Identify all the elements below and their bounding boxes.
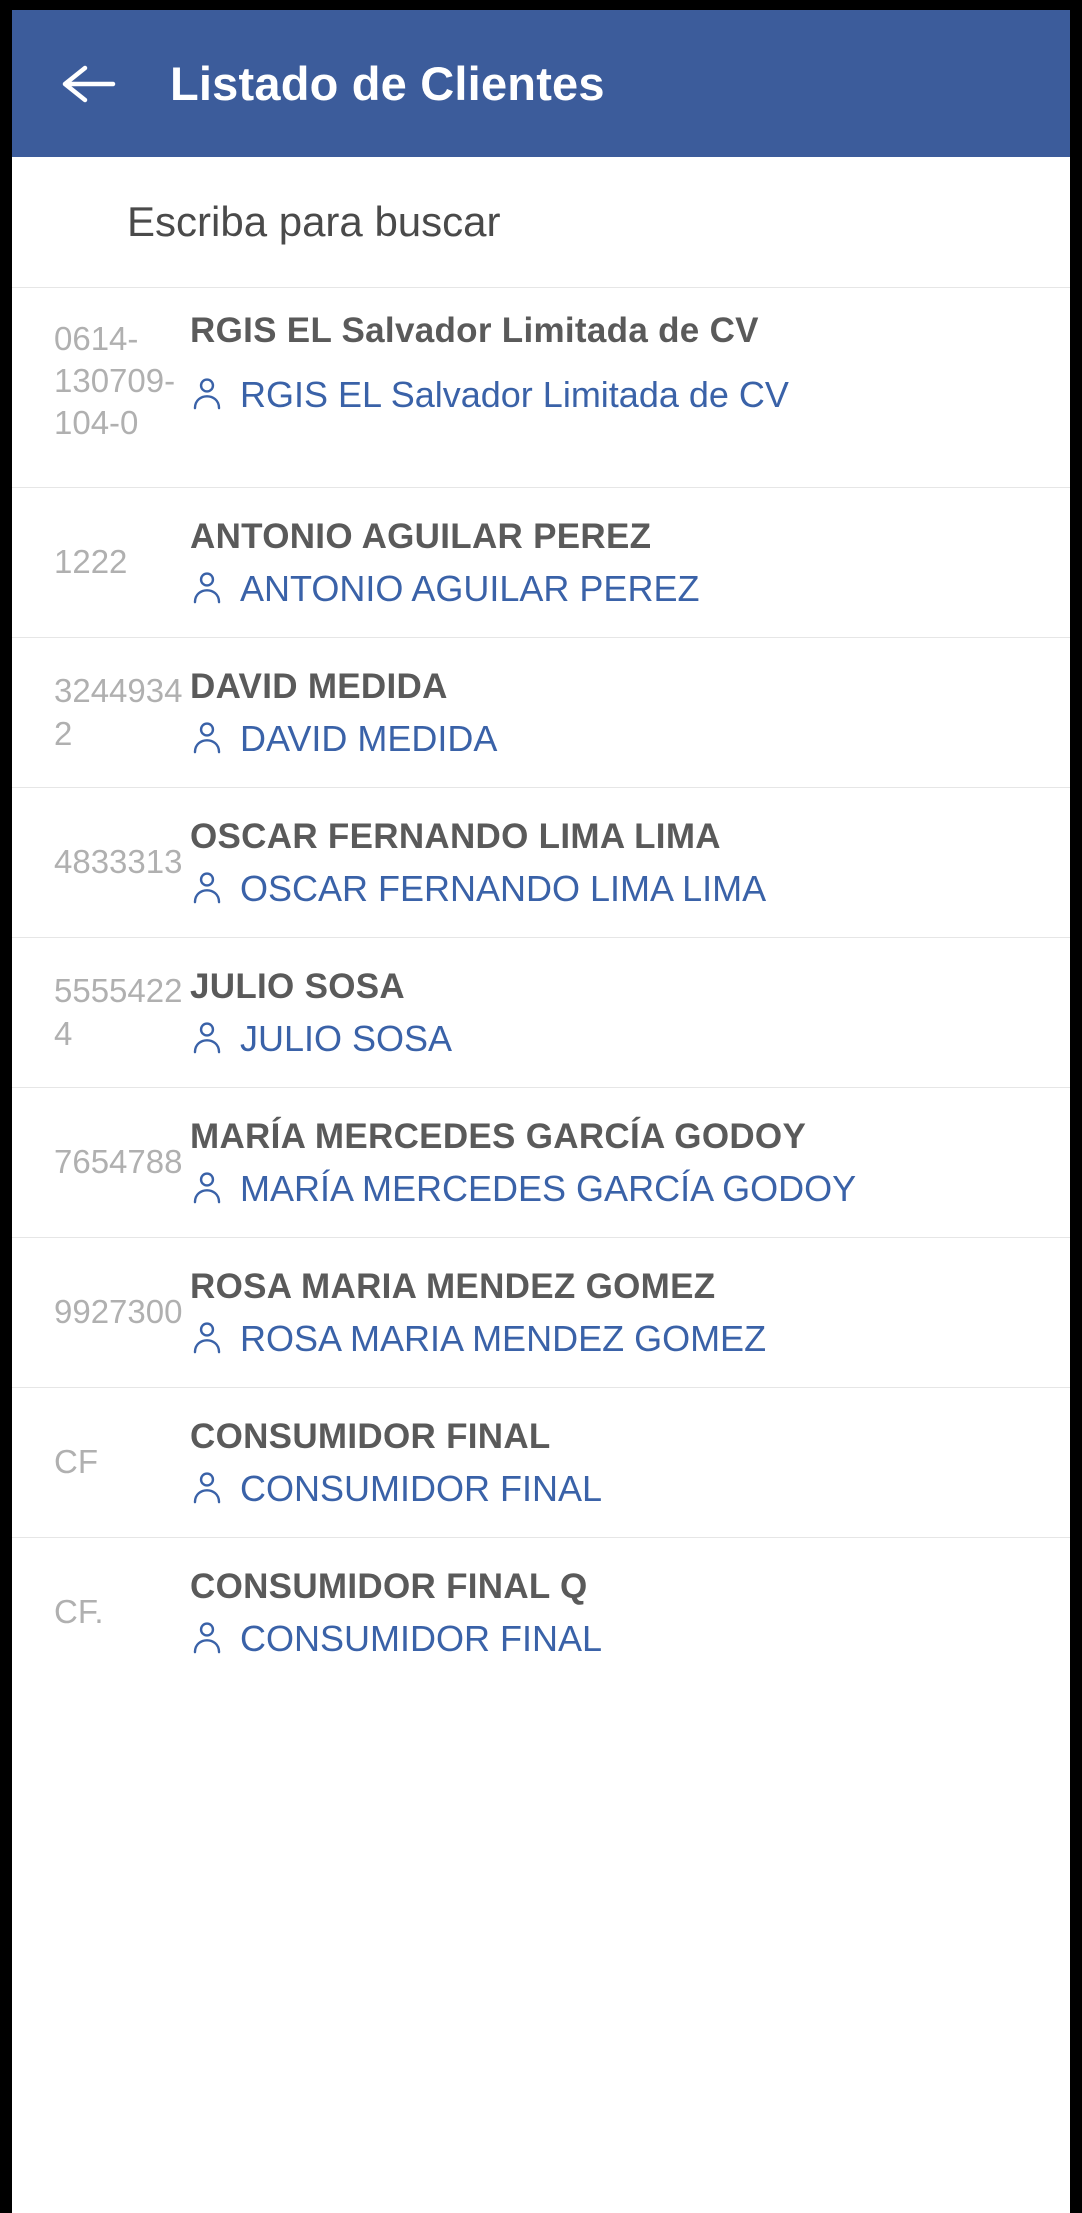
app-bar — [12, 10, 1070, 157]
back-button[interactable] — [54, 49, 124, 119]
client-code: 0614-130709-104-0 — [54, 320, 176, 442]
client-code: 4833313 — [54, 843, 183, 881]
client-contact — [190, 1166, 1050, 1211]
client-contact-name: OSCAR FERNANDO LIMA LIMA — [240, 867, 767, 909]
client-name: CONSUMIDOR FINAL — [190, 1417, 551, 1457]
client-contact — [190, 1016, 1050, 1061]
client-name: ROSA MARIA MENDEZ GOMEZ — [190, 1267, 716, 1307]
client-code: 1222 — [54, 543, 128, 581]
client-contact — [190, 866, 1050, 911]
client-code: 55554224 — [54, 972, 183, 1052]
client-code: CF. — [54, 1593, 104, 1631]
person-icon — [190, 569, 224, 607]
client-name: MARÍA MERCEDES GARCÍA GODOY — [190, 1117, 807, 1157]
client-info — [190, 514, 1070, 611]
client-name: RGIS EL Salvador Limitada de CV — [190, 311, 759, 350]
person-icon — [190, 1619, 224, 1657]
list-item[interactable] — [12, 1537, 1070, 1687]
client-code: 32449342 — [54, 672, 183, 752]
client-name: DAVID MEDIDA — [190, 667, 448, 707]
client-name: ANTONIO AGUILAR PEREZ — [190, 517, 652, 557]
client-info — [190, 964, 1070, 1061]
client-contact — [190, 372, 1050, 417]
client-info — [190, 1264, 1070, 1361]
client-contact — [190, 1466, 1050, 1511]
client-contact-name: CONSUMIDOR FINAL — [240, 1467, 603, 1509]
person-icon — [190, 1019, 224, 1057]
client-name: OSCAR FERNANDO LIMA LIMA — [190, 817, 721, 857]
person-icon — [190, 719, 224, 757]
client-contact-name: CONSUMIDOR FINAL — [240, 1617, 603, 1659]
client-contact-name: MARÍA MERCEDES GARCÍA GODOY — [240, 1167, 857, 1209]
list-item[interactable] — [12, 1387, 1070, 1537]
client-contact-name: DAVID MEDIDA — [240, 717, 498, 759]
list-item[interactable] — [12, 637, 1070, 787]
client-contact — [190, 716, 1050, 761]
client-code: 7654788 — [54, 1143, 183, 1181]
client-info — [190, 664, 1070, 761]
client-code: 9927300 — [54, 1293, 183, 1331]
list-item[interactable] — [12, 1087, 1070, 1237]
client-contact-name: RGIS EL Salvador Limitada de CV — [240, 373, 789, 415]
list-item[interactable] — [12, 937, 1070, 1087]
list-item[interactable] — [12, 487, 1070, 637]
person-icon — [190, 869, 224, 907]
person-icon — [190, 1469, 224, 1507]
person-icon — [190, 375, 224, 413]
client-contact — [190, 566, 1050, 611]
person-icon — [190, 1319, 224, 1357]
client-code: CF — [54, 1443, 98, 1481]
list-item[interactable] — [12, 287, 1070, 487]
search-input[interactable] — [127, 198, 976, 246]
client-list — [12, 287, 1070, 1687]
client-contact-name: JULIO SOSA — [240, 1017, 453, 1059]
client-contact — [190, 1616, 1050, 1661]
page-title: Listado de Clientes — [170, 57, 605, 110]
client-info — [190, 814, 1070, 911]
client-contact-name: ROSA MARIA MENDEZ GOMEZ — [240, 1317, 767, 1359]
client-info — [190, 1414, 1070, 1511]
client-info — [190, 1114, 1070, 1211]
client-contact — [190, 1316, 1050, 1361]
list-item[interactable] — [12, 1237, 1070, 1387]
client-name: JULIO SOSA — [190, 967, 405, 1007]
client-info — [190, 308, 1070, 417]
arrow-left-icon — [61, 62, 117, 106]
person-icon — [190, 1169, 224, 1207]
client-info — [190, 1564, 1070, 1661]
list-item[interactable] — [12, 787, 1070, 937]
search-bar[interactable] — [12, 157, 1070, 287]
client-name: CONSUMIDOR FINAL Q — [190, 1567, 588, 1607]
client-contact-name: ANTONIO AGUILAR PEREZ — [240, 567, 700, 609]
